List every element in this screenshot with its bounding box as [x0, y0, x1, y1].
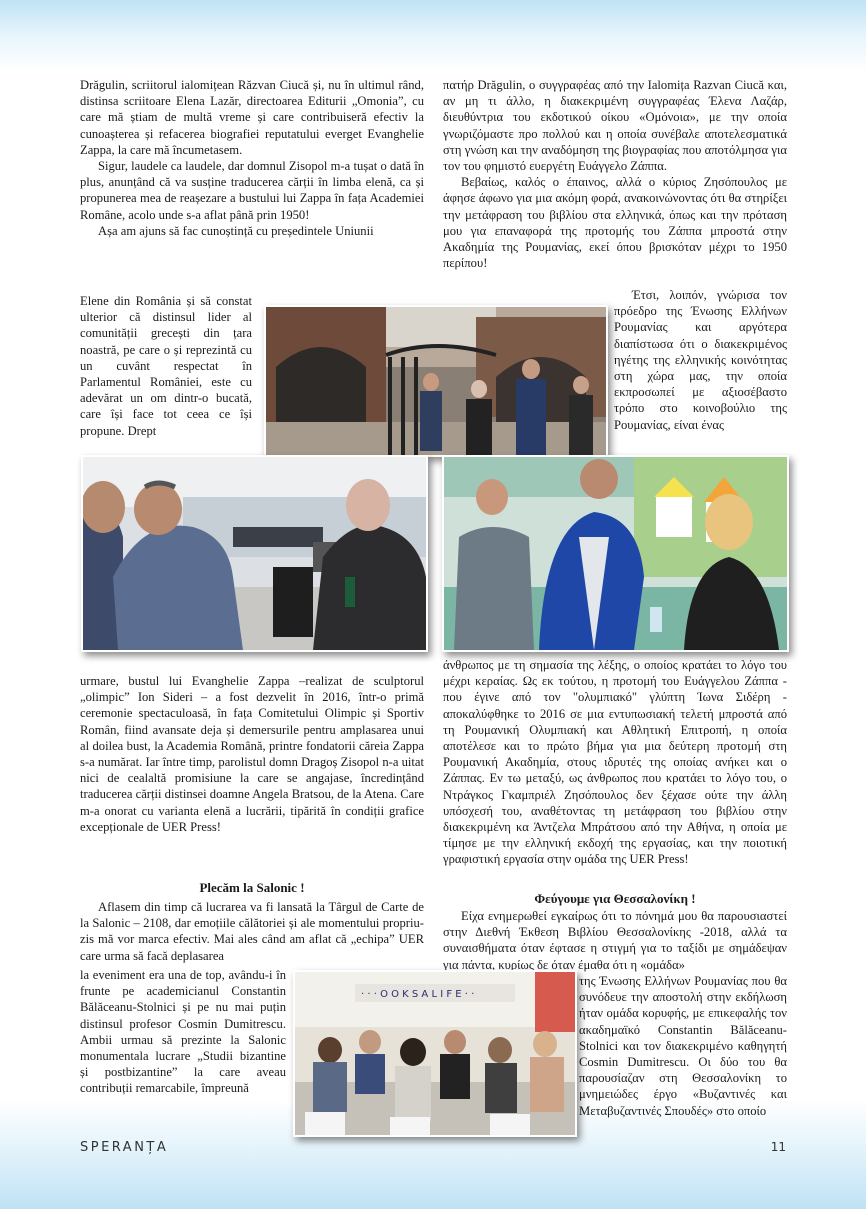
left-column-text-1-narrow	[80, 293, 252, 439]
paragraph: Așa am ajuns să fac cunoștință cu președintele Uniunii	[98, 223, 374, 238]
right-column-text-1-narrow	[614, 287, 787, 433]
left-column-text-3	[80, 899, 424, 964]
paragraph: άνθρωπος με τη σημασία της λέξης, ο οποίος κρατάει το λόγο του μέχρι κεραίας. Ως εκ τούτου, η προτομή του Ευάγγελου Ζάππα - που έγινε από τον "ολυμπιακό" γλύπτη Ίωνα Σιδέρη - αποκαλύφθηκε το 2016 σε μια εντυπωσιακή τελετή μπροστά από τη Ρουμανική Ολυμπιακή και Αθλητική Επιτροπή, η οποία αποτέλεσε και το πρώτο βήμα για μια δεύτερη προτομή στη Ρουμανική Ακαδημία, στους ιδρυτές της οποίας ανήκει και ο Ζάππας. Εν τω μεταξύ, ως άνθρωπος που κρατάει το λόγο του, ο Ντράγκος Γκαμπριέλ Ζησόπουλος δεν ξέχασε ούτε την άλλη υπόσχεσή του, αναθέτοντας τη μετάφραση του βιβλίου στην διακεκριμένη κα Άντζελα Μπράτσου από την Αθήνα, η οποία με τίμησε με την ελληνική εκδοχή της εργασίας, και την ποιοτική γραφιστική εργασία στην ομάδα της UER Press!	[443, 658, 787, 867]
right-column-text-3-narrow	[579, 973, 787, 1119]
paragraph: Έτσι, λοιπόν, γνώρισα τον πρόεδρο της Ένωσης Ελλήνων Ρουμανίας και αργότερα διαπίστωσα ότι ο διακεκριμένος ηγέτης της ελληνικής κοινότητας στη χώρα μας, την οποία εκπροσωπεί με αξιοσέβαστο τρόπο στο κοινοβούλιο της Ρουμανίας, είναι ένας	[614, 288, 787, 432]
paragraph: Drăgulin, scriitorul ialomițean Răzvan Ciucă și, nu în ultimul rând, distinsa scriitoare Elena Lazăr, directoarea Editurii „Omonia”, cu care mă știam de multă vreme și care contribuiseră efectiv la cunoașterea și refacerea biografiei reputatului everget Evanghelie Zappa, la care mă încumetasem.	[80, 78, 424, 157]
section-heading: Φεύγουμε για Θεσσαλονίκη !	[534, 891, 696, 906]
right-column-text-1	[443, 77, 787, 271]
photo-group-at-gate	[264, 305, 608, 457]
right-column-text-2	[443, 657, 787, 868]
paragraph: της Ένωσης Ελλήνων Ρουμανίας που θα συνόδευε την αποστολή στην εκδήλωση ήταν ομάδα κορυφής, με επικεφαλής τον ακαδημαϊκό Constantin Bălăceanu-Stolnici και τον διακεκριμένο καθηγητή Cosmin Dumitrescu. Οι δύο του θα παρουσίαζαν στη Θεσσαλονίκη το μνημειώδες έργο «Βυζαντινές και Μεταβυζαντινές Σπουδές» στο οποίο	[579, 974, 787, 1118]
paragraph: Βεβαίως, καλός ο έπαινος, αλλά ο κύριος Ζησόπουλος με άφησε άφωνο για μια ακόμη φορά, ανακοινώνοντας ότι θα στηρίξει την μετάφραση του βιβλίου στα ελληνικά, όπως και την πρόταση μου για επαναφορά της προτομής του Ζάππα μπροστά στην Ακαδημία της Ρουμανίας, εκεί όπου βρισκόταν μέχρι το 1950 περίπου!	[443, 175, 787, 271]
magazine-name: SPERANȚA	[80, 1140, 169, 1155]
paragraph: la eveniment era una de top, avându-i în frunte pe academicianul Constantin Bălăceanu-Stolnici și pe nu mai puțin distinsul profesor Cosmin Dumitrescu. Ambii urmau să prezinte la Salonic monumentala lucrare „Studii bizantine și postbizantine” la care aveau contribuții remarcabile, împreună	[80, 968, 286, 1096]
paragraph: Είχα ενημερωθεί εγκαίρως ότι το πόνημά μου θα παρουσιαστεί στην Διεθνή Έκθεση Βιβλίου Θεσσαλονίκης -2018, αλλά τα συναισθήματα όταν έφτασε η στιγμή για το ταξίδι με σημάδεψαν για πάντα, κυρίως δε όταν έμαθα ότι η «ομάδα»	[443, 909, 787, 972]
right-column-text-3	[443, 908, 787, 973]
left-column-text-3-narrow	[80, 967, 286, 1097]
left-column-text-2	[80, 673, 424, 835]
section-heading: Plecăm la Salonic !	[199, 880, 305, 895]
banner-text: · · · O O K S A L I F E · ·	[361, 989, 475, 1000]
paragraph: Elene din România și să constat ulterior că distinsul lider al comunității grecești din țara noastră, pe care o și reprezintă cu un cuvânt respectat în Parlamentul României, este cu adevărat un om dintr-o bucată, care își face tot ceea ce își propune. Drept	[80, 294, 252, 438]
photo-audience-presentation	[293, 970, 577, 1137]
paragraph: πατήρ Drăgulin, ο συγγραφέας από την Ialomița Razvan Ciucă και, αν μη τι άλλο, η διακεκριμένη συγγραφέας Έλενα Λαζάρ, διευθύντρια του εκδοτικού οίκου «Ομόνοια», με την οποία γνωριζόμαστε προ πολλού και η οποία συνέβαλε αποτελεσματικά στη γνώση και την αναδόμηση της βιογραφίας που αποτόλμησα για τον του φημιστό ευεργέτη Ευάγγελο Ζάππα.	[443, 78, 787, 174]
paragraph: urmare, bustul lui Evanghelie Zappa –realizat de sculptorul „olimpic” Ion Sideri – a fost dezvelit în 2016, într-o primă ceremonie spectaculoasă, în fața Comitetului Olimpic și Sportiv Român, fiind avansate deja și demersurile pentru amplasarea unui al doilea bust, la Academia Română, printre fondatorii căreia Zappa s-a numărat. Iar între timp, parolistul domn Dragoș Zisopol n-a uitat nici de cealaltă promisiune la care se angajase, încredințând traducerea cărții distinsei doamne Angela Bratsou, de la Atena. Care m-a onorat cu varianta elenă a lucrării, tipărită în condiții grafice excepționale de UER Press!	[80, 674, 424, 834]
photo-airport-waiting	[81, 455, 428, 652]
left-column-text-1	[80, 77, 424, 239]
paragraph: Sigur, laudele ca laudele, dar domnul Zisopol m-a tușat o dată în plus, anunțând că va susține traducerea cărții în limba elenă, ca și propunerea mea de reașezare a bustului lui Zappa în fața Academiei Române, acolo unde s-a aflat până prin 1950!	[80, 159, 424, 222]
paragraph: Aflasem din timp că lucrarea va fi lansată la Târgul de Carte de la Salonic – 2108, dar emoțiile călătoriei și ale momentului propriu-zis mă vor marca efectiv. Mai ales când am aflat că „echipa” UER care urma să facă deplasarea	[80, 900, 424, 963]
page-number: 11	[770, 1140, 786, 1154]
photo-book-fair	[442, 455, 789, 652]
